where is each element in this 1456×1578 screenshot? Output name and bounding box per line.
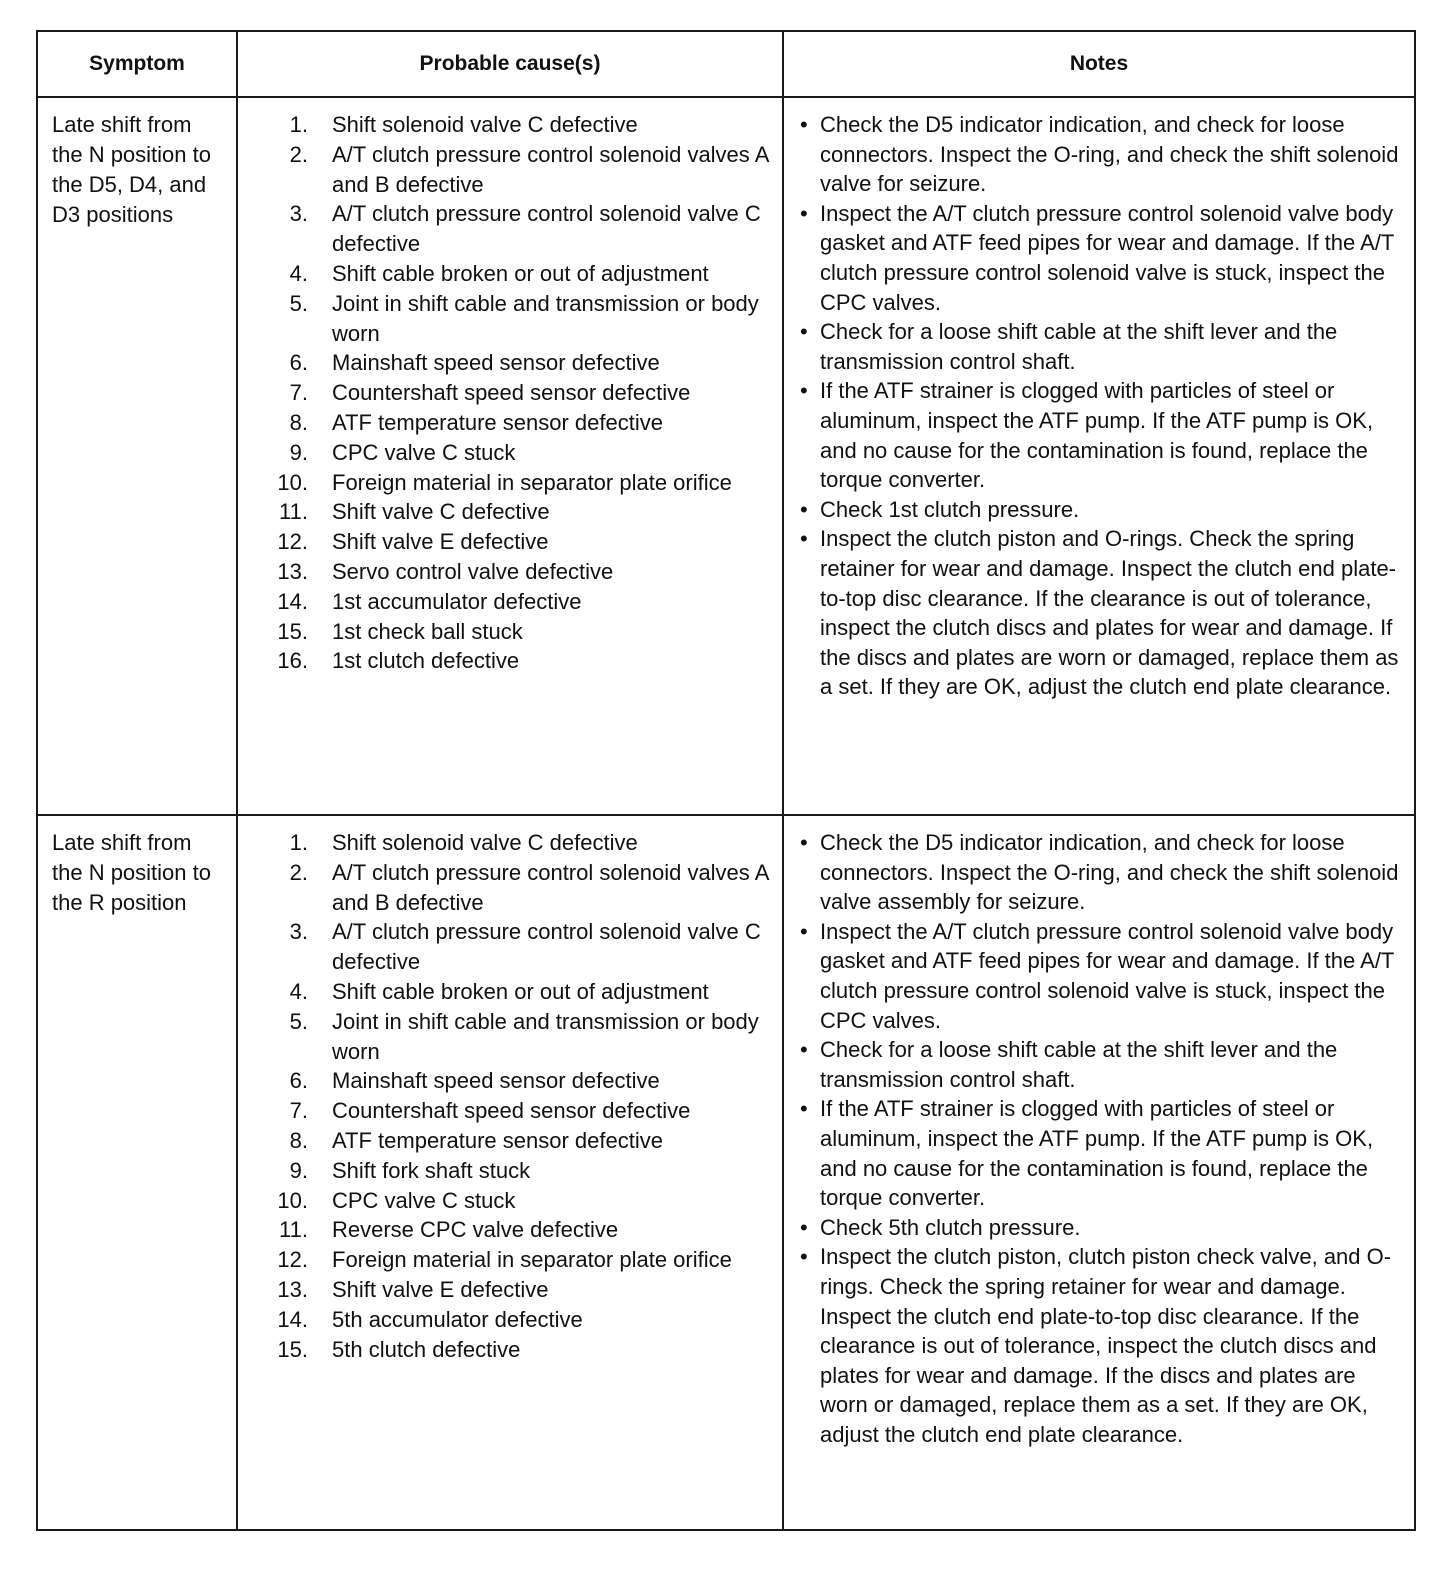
causes-cell — [237, 97, 783, 815]
note-text: Check for a loose shift cable at the shift lever and the transmission control shaft. — [820, 1037, 1338, 1092]
header-symptom: Symptom — [37, 31, 237, 97]
cause-number: 12. — [277, 1247, 308, 1273]
cause-number: 11. — [279, 1217, 308, 1243]
cause-item — [260, 557, 772, 587]
cause-item — [260, 1186, 772, 1216]
cause-text: ATF temperature sensor defective — [332, 1127, 663, 1153]
cause-item — [260, 1335, 772, 1365]
note-text: Check the D5 indicator indication, and check for loose connectors. Inspect the O-ring, and check the shift solenoid valve for seizure. — [820, 112, 1399, 197]
bullet-icon: • — [800, 918, 808, 944]
cause-number: 5. — [289, 1008, 308, 1034]
cause-number: 9. — [289, 1157, 308, 1183]
bullet-icon: • — [800, 200, 808, 226]
bullet-icon: • — [800, 496, 808, 522]
cause-number: 9. — [289, 439, 308, 465]
cause-text: Shift cable broken or out of adjustment — [332, 978, 709, 1004]
troubleshooting-table — [36, 30, 1416, 1531]
cause-number: 15. — [277, 618, 308, 644]
cause-item — [260, 468, 772, 498]
cause-item — [260, 140, 772, 200]
bullet-icon: • — [800, 526, 808, 552]
note-text: Check the D5 indicator indication, and check for loose connectors. Inspect the O-ring, and check the shift solenoid valve assembly for seizure. — [820, 830, 1399, 915]
note-item — [800, 1242, 1400, 1449]
cause-item — [260, 527, 772, 557]
cause-number: 7. — [289, 1098, 308, 1124]
cause-text: 1st accumulator defective — [332, 588, 582, 614]
note-item — [800, 495, 1400, 525]
cause-item — [260, 438, 772, 468]
cause-text: Joint in shift cable and transmission or body worn — [332, 1008, 759, 1064]
cause-text: Shift solenoid valve C defective — [332, 830, 638, 855]
note-item — [800, 524, 1400, 702]
cause-number: 2. — [289, 859, 308, 885]
cause-number: 12. — [277, 529, 308, 555]
note-text: Inspect the clutch piston, clutch piston check valve, and O-rings. Check the spring retainer for wear and damage. Inspect the clutch end plate-to-top disc clearance. If the clearance is out of tolerance, inspect the clutch discs and plates for wear and damage. If the discs and plates are worn or damaged, replace them as a set. If they are OK, adjust the clutch end plate clearance. — [820, 1244, 1392, 1447]
table-row — [37, 97, 1415, 815]
cause-item — [260, 199, 772, 259]
note-item — [800, 917, 1400, 1035]
symptom-cell: Late shift from the N position to the R position — [37, 815, 237, 1530]
cause-text: Foreign material in separator plate orifice — [332, 1247, 732, 1273]
cause-text: 5th accumulator defective — [332, 1306, 583, 1332]
note-item — [800, 317, 1400, 376]
cause-list — [260, 110, 772, 676]
note-text: Inspect the clutch piston and O-rings. Check the spring retainer for wear and damage. Inspect the clutch end plate-to-top disc clearance. If the clearance is out of tolerance, inspect the clutch discs and plates for wear and damage. If the discs and plates are worn or damaged, replace them as a set. If they are OK, adjust the clutch end plate clearance. — [820, 526, 1399, 700]
note-text: Inspect the A/T clutch pressure control solenoid valve body gasket and ATF feed pipes for wear and damage. If the A/T clutch pressure control solenoid valve is stuck, inspect the CPC valves. — [820, 918, 1394, 1033]
cause-number: 10. — [277, 469, 308, 495]
cause-number: 8. — [289, 1127, 308, 1153]
cause-item — [260, 1245, 772, 1275]
cause-number: 5. — [289, 290, 308, 316]
cause-number: 1. — [289, 112, 308, 137]
bullet-icon: • — [800, 830, 808, 855]
bullet-icon: • — [800, 1244, 808, 1270]
cause-number: 10. — [277, 1187, 308, 1213]
cause-item — [260, 1305, 772, 1335]
cause-item — [260, 977, 772, 1007]
troubleshooting-page — [36, 30, 1414, 1531]
bullet-icon: • — [800, 1037, 808, 1063]
note-item — [800, 376, 1400, 494]
note-text: Check 5th clutch pressure. — [820, 1214, 1081, 1240]
cause-number: 6. — [289, 1068, 308, 1094]
bullet-icon: • — [800, 319, 808, 345]
cause-item — [260, 259, 772, 289]
cause-number: 14. — [277, 1306, 308, 1332]
note-item — [800, 1213, 1400, 1243]
cause-text: Joint in shift cable and transmission or body worn — [332, 290, 759, 346]
cause-text: Countershaft speed sensor defective — [332, 1098, 691, 1124]
notes-list — [800, 828, 1400, 1449]
cause-item — [260, 1066, 772, 1096]
cause-number: 4. — [289, 978, 308, 1004]
cause-text: Foreign material in separator plate orifice — [332, 469, 732, 495]
cause-number: 7. — [289, 380, 308, 406]
cause-text: Mainshaft speed sensor defective — [332, 1068, 660, 1094]
cause-item — [260, 1215, 772, 1245]
cause-number: 14. — [277, 588, 308, 614]
cause-number: 11. — [279, 499, 308, 525]
cause-item — [260, 1096, 772, 1126]
cause-number: 2. — [289, 141, 308, 167]
note-text: If the ATF strainer is clogged with particles of steel or aluminum, inspect the ATF pump. If the ATF pump is OK, and no cause for the contamination is found, replace the torque converter. — [820, 1096, 1374, 1211]
cause-number: 15. — [277, 1336, 308, 1362]
note-item — [800, 1035, 1400, 1094]
cause-number: 3. — [289, 919, 308, 945]
cause-item — [260, 1156, 772, 1186]
note-item — [800, 110, 1400, 199]
cause-item — [260, 348, 772, 378]
notes-cell — [783, 815, 1415, 1530]
cause-item — [260, 289, 772, 349]
cause-number: 3. — [289, 201, 308, 227]
cause-text: A/T clutch pressure control solenoid valve C defective — [332, 201, 761, 257]
header-notes: Notes — [783, 31, 1415, 97]
cause-text: CPC valve C stuck — [332, 439, 516, 465]
cause-item — [260, 1126, 772, 1156]
note-text: Inspect the A/T clutch pressure control solenoid valve body gasket and ATF feed pipes for wear and damage. If the A/T clutch pressure control solenoid valve is stuck, inspect the CPC valves. — [820, 200, 1394, 315]
cause-number: 8. — [289, 409, 308, 435]
table-row — [37, 815, 1415, 1530]
cause-number: 16. — [277, 648, 308, 674]
cause-item — [260, 828, 772, 858]
cause-text: A/T clutch pressure control solenoid valves A and B defective — [332, 141, 769, 197]
cause-text: 5th clutch defective — [332, 1336, 521, 1362]
cause-item — [260, 617, 772, 647]
bullet-icon: • — [800, 112, 808, 137]
cause-item — [260, 587, 772, 617]
cause-text: Shift solenoid valve C defective — [332, 112, 638, 137]
cause-item — [260, 1275, 772, 1305]
cause-text: Shift valve C defective — [332, 499, 550, 525]
cause-item — [260, 1007, 772, 1067]
notes-cell — [783, 97, 1415, 815]
cause-number: 6. — [289, 350, 308, 376]
note-item — [800, 199, 1400, 317]
cause-text: 1st check ball stuck — [332, 618, 523, 644]
bullet-icon: • — [800, 1096, 808, 1122]
symptom-cell: Late shift from the N position to the D5, D4, and D3 positions — [37, 97, 237, 815]
cause-text: 1st clutch defective — [332, 648, 520, 674]
causes-cell — [237, 815, 783, 1530]
bullet-icon: • — [800, 1214, 808, 1240]
cause-item — [260, 408, 772, 438]
header-row — [37, 31, 1415, 97]
cause-text: Countershaft speed sensor defective — [332, 380, 691, 406]
cause-item — [260, 110, 772, 140]
cause-item — [260, 378, 772, 408]
cause-text: CPC valve C stuck — [332, 1187, 516, 1213]
cause-number: 1. — [289, 830, 308, 855]
note-text: If the ATF strainer is clogged with particles of steel or aluminum, inspect the ATF pump. If the ATF pump is OK, and no cause for the contamination is found, replace the torque converter. — [820, 378, 1374, 493]
cause-text: Shift cable broken or out of adjustment — [332, 260, 709, 286]
cause-list — [260, 828, 772, 1364]
cause-item — [260, 497, 772, 527]
header-probable-causes: Probable cause(s) — [237, 31, 783, 97]
cause-number: 4. — [289, 260, 308, 286]
bullet-icon: • — [800, 378, 808, 404]
cause-text: Shift valve E defective — [332, 1276, 549, 1302]
notes-list — [800, 110, 1400, 702]
cause-text: Shift valve E defective — [332, 529, 549, 555]
cause-text: A/T clutch pressure control solenoid valves A and B defective — [332, 859, 769, 915]
cause-text: Reverse CPC valve defective — [332, 1217, 619, 1243]
note-text: Check for a loose shift cable at the shift lever and the transmission control shaft. — [820, 319, 1338, 374]
cause-text: Servo control valve defective — [332, 558, 614, 584]
note-item — [800, 1094, 1400, 1212]
cause-text: ATF temperature sensor defective — [332, 409, 663, 435]
note-text: Check 1st clutch pressure. — [820, 496, 1080, 522]
cause-text: Shift fork shaft stuck — [332, 1157, 531, 1183]
cause-item — [260, 917, 772, 977]
cause-item — [260, 858, 772, 918]
note-item — [800, 828, 1400, 917]
cause-number: 13. — [277, 558, 308, 584]
cause-text: Mainshaft speed sensor defective — [332, 350, 660, 376]
cause-number: 13. — [277, 1276, 308, 1302]
cause-item — [260, 646, 772, 676]
cause-text: A/T clutch pressure control solenoid valve C defective — [332, 919, 761, 975]
